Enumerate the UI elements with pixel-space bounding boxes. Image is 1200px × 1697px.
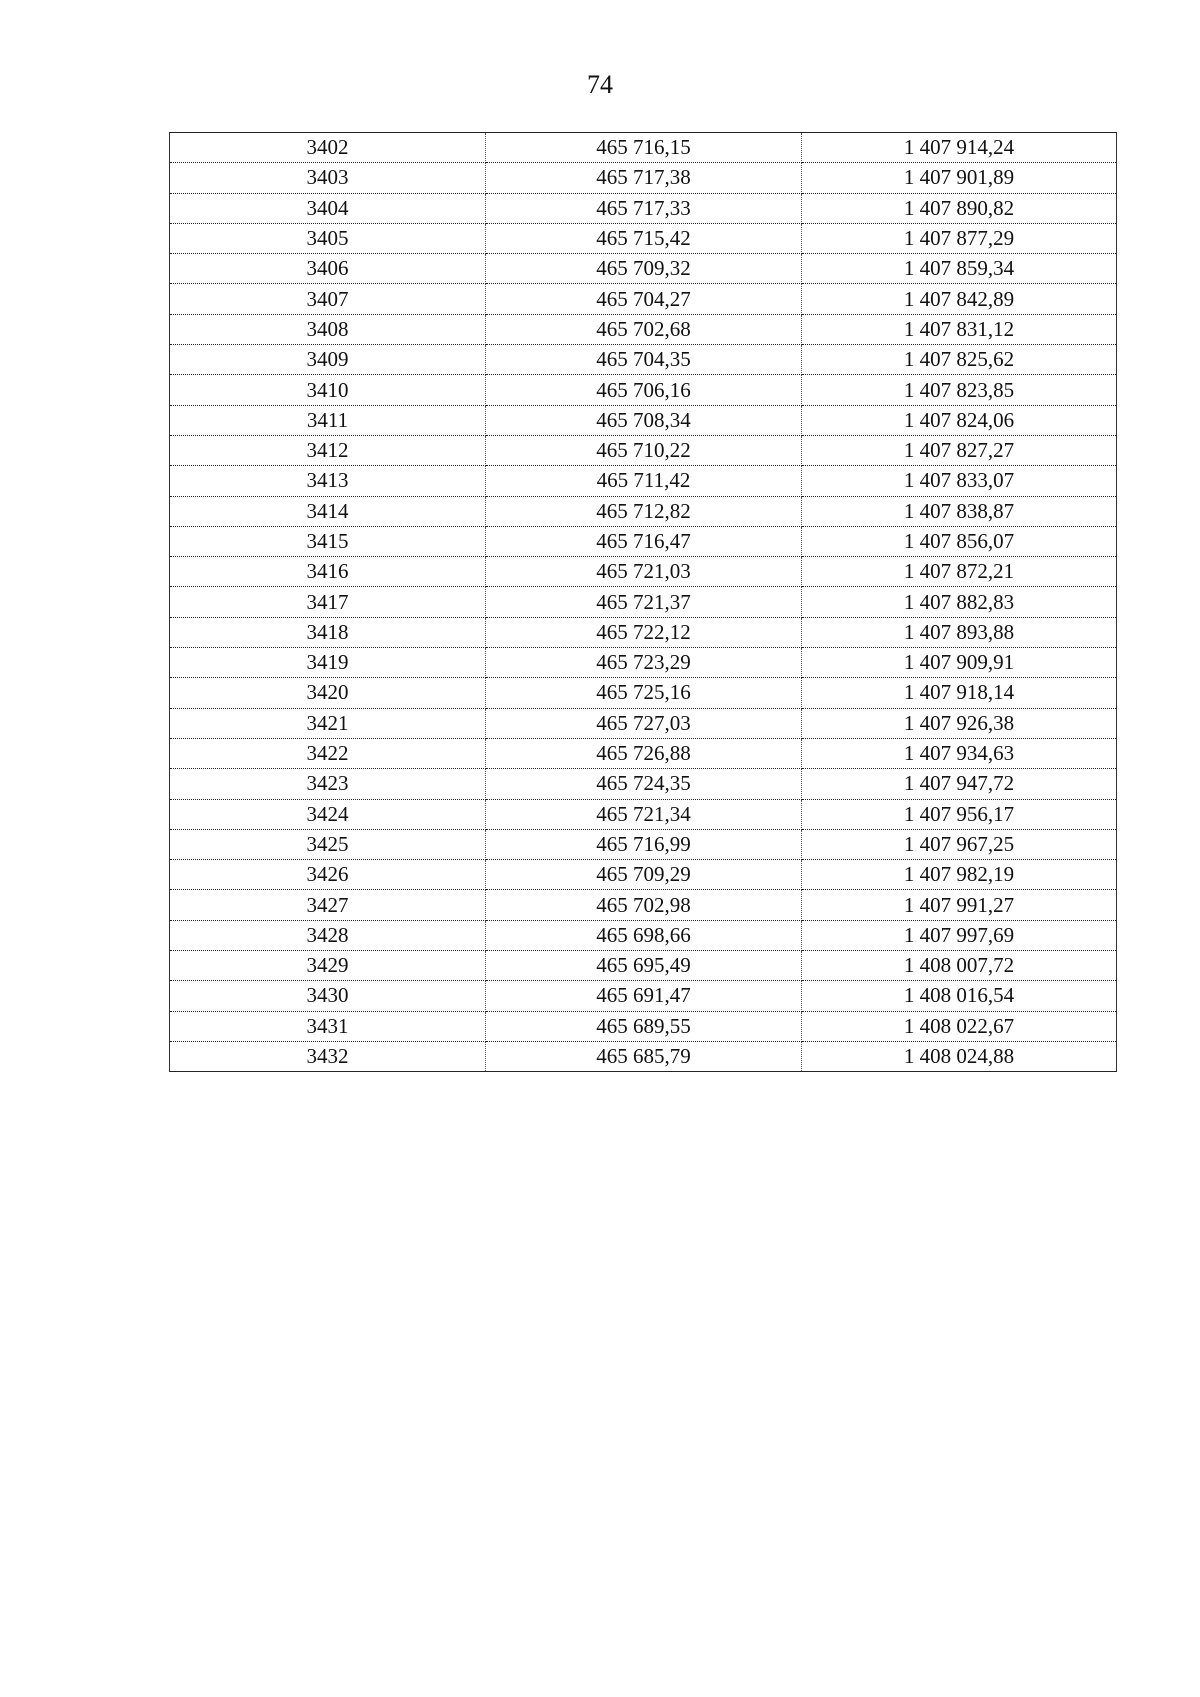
y-coordinate-cell: 1 407 833,07 [802, 466, 1117, 496]
x-coordinate-cell: 465 724,35 [486, 769, 802, 799]
x-coordinate-cell: 465 685,79 [486, 1041, 802, 1071]
y-coordinate-cell: 1 407 967,25 [802, 829, 1117, 859]
y-coordinate-cell: 1 407 934,63 [802, 738, 1117, 768]
y-coordinate-cell: 1 407 823,85 [802, 375, 1117, 405]
x-coordinate-cell: 465 721,37 [486, 587, 802, 617]
point-number-cell: 3426 [170, 860, 486, 890]
table-row [170, 254, 1117, 284]
table-row [170, 435, 1117, 465]
point-number-cell: 3425 [170, 829, 486, 859]
y-coordinate-cell: 1 407 901,89 [802, 163, 1117, 193]
table-row [170, 1011, 1117, 1041]
x-coordinate-cell: 465 716,47 [486, 526, 802, 556]
y-coordinate-cell: 1 407 882,83 [802, 587, 1117, 617]
x-coordinate-cell: 465 702,68 [486, 314, 802, 344]
table-row [170, 496, 1117, 526]
x-coordinate-cell: 465 722,12 [486, 617, 802, 647]
x-coordinate-cell: 465 695,49 [486, 951, 802, 981]
point-number-cell: 3418 [170, 617, 486, 647]
y-coordinate-cell: 1 407 909,91 [802, 648, 1117, 678]
table-row [170, 981, 1117, 1011]
table-row [170, 466, 1117, 496]
point-number-cell: 3413 [170, 466, 486, 496]
y-coordinate-cell: 1 407 872,21 [802, 557, 1117, 587]
coordinates-table [169, 132, 1117, 1072]
x-coordinate-cell: 465 721,03 [486, 557, 802, 587]
y-coordinate-cell: 1 407 890,82 [802, 193, 1117, 223]
y-coordinate-cell: 1 407 914,24 [802, 133, 1117, 163]
table-row [170, 678, 1117, 708]
x-coordinate-cell: 465 709,32 [486, 254, 802, 284]
x-coordinate-cell: 465 704,27 [486, 284, 802, 314]
y-coordinate-cell: 1 407 842,89 [802, 284, 1117, 314]
table-row [170, 526, 1117, 556]
point-number-cell: 3416 [170, 557, 486, 587]
y-coordinate-cell: 1 408 016,54 [802, 981, 1117, 1011]
table-row [170, 951, 1117, 981]
x-coordinate-cell: 465 716,15 [486, 133, 802, 163]
x-coordinate-cell: 465 725,16 [486, 678, 802, 708]
point-number-cell: 3421 [170, 708, 486, 738]
x-coordinate-cell: 465 726,88 [486, 738, 802, 768]
y-coordinate-cell: 1 407 825,62 [802, 345, 1117, 375]
table-row [170, 375, 1117, 405]
table-row [170, 769, 1117, 799]
coordinates-table-body [170, 133, 1117, 1072]
point-number-cell: 3428 [170, 920, 486, 950]
point-number-cell: 3408 [170, 314, 486, 344]
table-row [170, 920, 1117, 950]
y-coordinate-cell: 1 407 824,06 [802, 405, 1117, 435]
table-row [170, 314, 1117, 344]
table-row [170, 1041, 1117, 1071]
y-coordinate-cell: 1 407 838,87 [802, 496, 1117, 526]
point-number-cell: 3429 [170, 951, 486, 981]
point-number-cell: 3427 [170, 890, 486, 920]
y-coordinate-cell: 1 408 007,72 [802, 951, 1117, 981]
page-number: 74 [587, 70, 613, 99]
x-coordinate-cell: 465 691,47 [486, 981, 802, 1011]
point-number-cell: 3424 [170, 799, 486, 829]
table-row [170, 648, 1117, 678]
y-coordinate-cell: 1 407 991,27 [802, 890, 1117, 920]
point-number-cell: 3402 [170, 133, 486, 163]
y-coordinate-cell: 1 407 893,88 [802, 617, 1117, 647]
table-row [170, 284, 1117, 314]
table-row [170, 860, 1117, 890]
y-coordinate-cell: 1 407 859,34 [802, 254, 1117, 284]
x-coordinate-cell: 465 698,66 [486, 920, 802, 950]
y-coordinate-cell: 1 407 827,27 [802, 435, 1117, 465]
point-number-cell: 3411 [170, 405, 486, 435]
x-coordinate-cell: 465 723,29 [486, 648, 802, 678]
x-coordinate-cell: 465 706,16 [486, 375, 802, 405]
x-coordinate-cell: 465 709,29 [486, 860, 802, 890]
table-row [170, 133, 1117, 163]
y-coordinate-cell: 1 408 024,88 [802, 1041, 1117, 1071]
y-coordinate-cell: 1 407 982,19 [802, 860, 1117, 890]
x-coordinate-cell: 465 727,03 [486, 708, 802, 738]
table-row [170, 557, 1117, 587]
table-row [170, 345, 1117, 375]
point-number-cell: 3423 [170, 769, 486, 799]
y-coordinate-cell: 1 408 022,67 [802, 1011, 1117, 1041]
point-number-cell: 3405 [170, 223, 486, 253]
x-coordinate-cell: 465 689,55 [486, 1011, 802, 1041]
y-coordinate-cell: 1 407 997,69 [802, 920, 1117, 950]
y-coordinate-cell: 1 407 956,17 [802, 799, 1117, 829]
table-row [170, 587, 1117, 617]
y-coordinate-cell: 1 407 856,07 [802, 526, 1117, 556]
table-row [170, 617, 1117, 647]
y-coordinate-cell: 1 407 926,38 [802, 708, 1117, 738]
y-coordinate-cell: 1 407 831,12 [802, 314, 1117, 344]
point-number-cell: 3431 [170, 1011, 486, 1041]
x-coordinate-cell: 465 721,34 [486, 799, 802, 829]
table-row [170, 223, 1117, 253]
point-number-cell: 3410 [170, 375, 486, 405]
point-number-cell: 3432 [170, 1041, 486, 1071]
x-coordinate-cell: 465 702,98 [486, 890, 802, 920]
table-row [170, 799, 1117, 829]
table-row [170, 890, 1117, 920]
x-coordinate-cell: 465 704,35 [486, 345, 802, 375]
table-row [170, 405, 1117, 435]
x-coordinate-cell: 465 717,38 [486, 163, 802, 193]
point-number-cell: 3412 [170, 435, 486, 465]
point-number-cell: 3417 [170, 587, 486, 617]
x-coordinate-cell: 465 712,82 [486, 496, 802, 526]
point-number-cell: 3407 [170, 284, 486, 314]
x-coordinate-cell: 465 710,22 [486, 435, 802, 465]
table-row [170, 829, 1117, 859]
point-number-cell: 3404 [170, 193, 486, 223]
x-coordinate-cell: 465 715,42 [486, 223, 802, 253]
table-row [170, 708, 1117, 738]
y-coordinate-cell: 1 407 877,29 [802, 223, 1117, 253]
point-number-cell: 3430 [170, 981, 486, 1011]
x-coordinate-cell: 465 708,34 [486, 405, 802, 435]
x-coordinate-cell: 465 711,42 [486, 466, 802, 496]
table-row [170, 193, 1117, 223]
point-number-cell: 3409 [170, 345, 486, 375]
y-coordinate-cell: 1 407 947,72 [802, 769, 1117, 799]
y-coordinate-cell: 1 407 918,14 [802, 678, 1117, 708]
point-number-cell: 3406 [170, 254, 486, 284]
table-row [170, 738, 1117, 768]
point-number-cell: 3420 [170, 678, 486, 708]
point-number-cell: 3414 [170, 496, 486, 526]
point-number-cell: 3419 [170, 648, 486, 678]
table-row [170, 163, 1117, 193]
point-number-cell: 3422 [170, 738, 486, 768]
x-coordinate-cell: 465 716,99 [486, 829, 802, 859]
point-number-cell: 3403 [170, 163, 486, 193]
point-number-cell: 3415 [170, 526, 486, 556]
x-coordinate-cell: 465 717,33 [486, 193, 802, 223]
